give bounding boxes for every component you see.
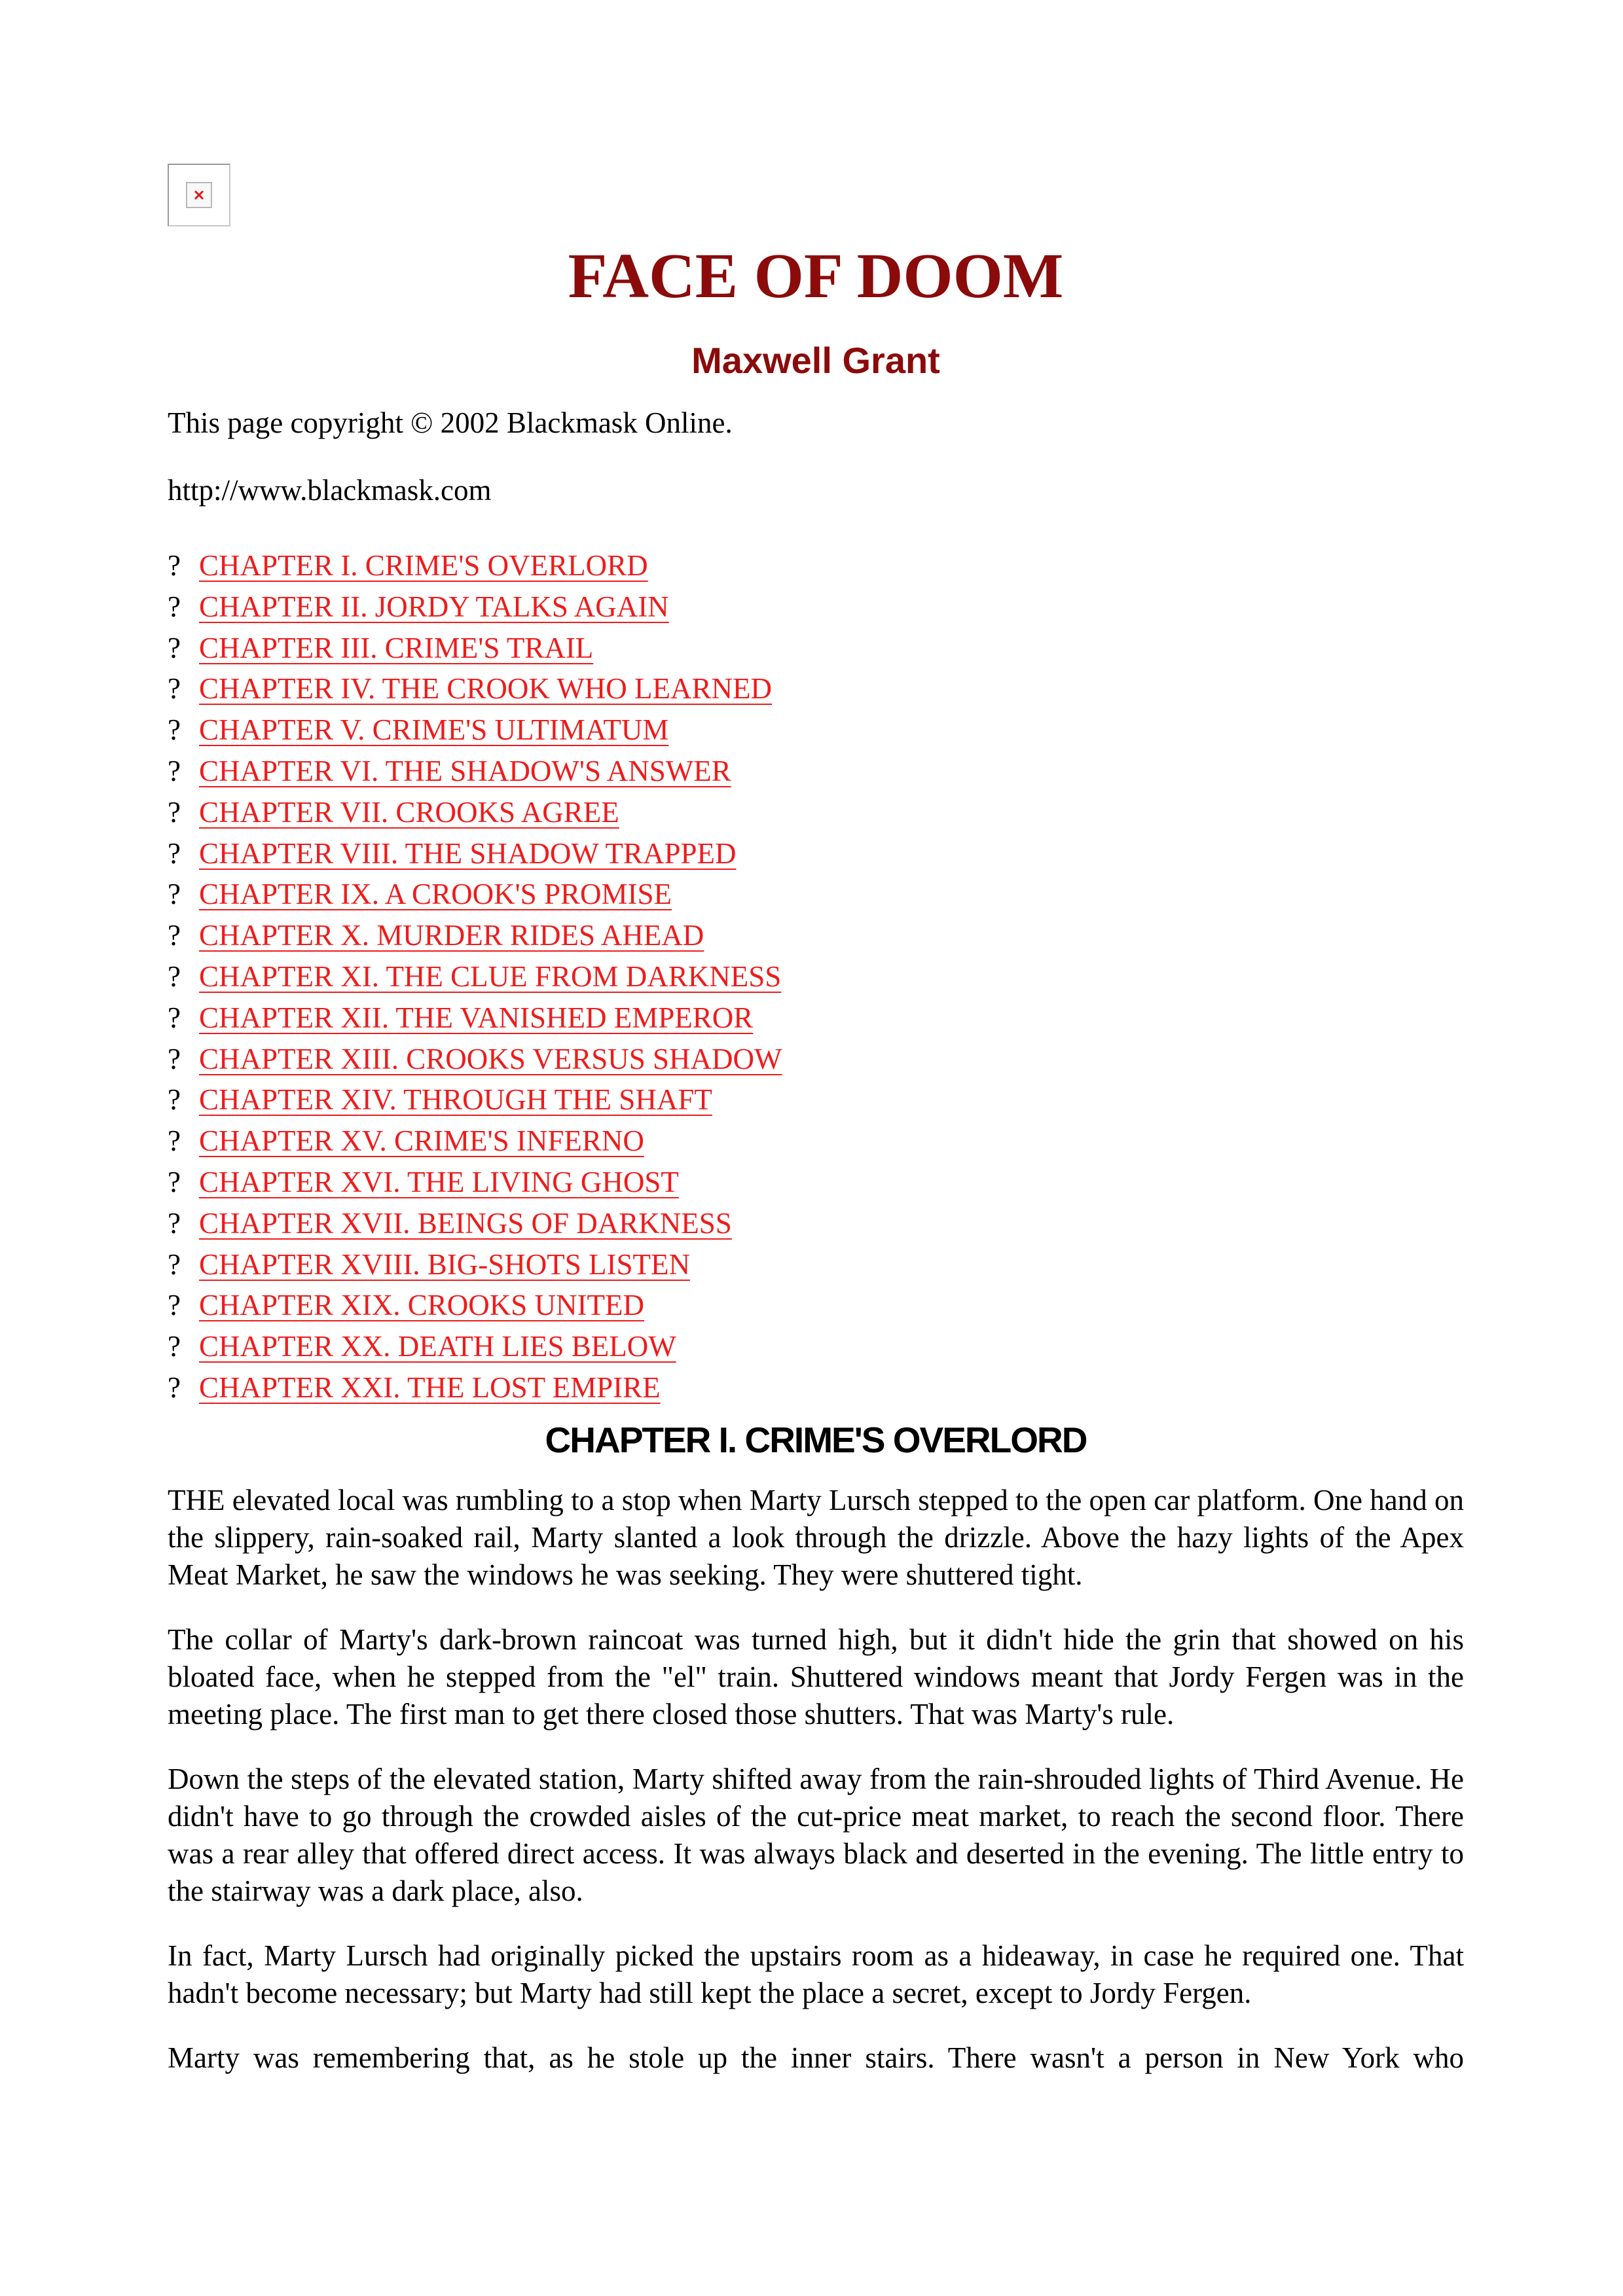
toc-item	[168, 668, 782, 709]
toc-bullet: ?	[168, 1289, 181, 1322]
toc-item	[168, 1162, 782, 1203]
page-title: FACE OF DOOM	[568, 241, 1064, 312]
toc-bullet: ?	[168, 1247, 181, 1281]
toc-bullet: ?	[168, 1083, 181, 1117]
toc-item	[168, 997, 782, 1039]
toc-bullet: ?	[168, 754, 181, 787]
toc-chapter-link[interactable]: CHAPTER X. MURDER RIDES AHEAD	[199, 919, 704, 952]
toc-item	[168, 792, 782, 833]
toc-chapter-link[interactable]: CHAPTER XVI. THE LIVING GHOST	[199, 1165, 679, 1198]
site-url: http://www.blackmask.com	[168, 474, 492, 507]
toc-bullet: ?	[168, 960, 181, 993]
toc-item	[168, 586, 782, 628]
broken-image-icon	[168, 164, 230, 226]
toc-chapter-link[interactable]: CHAPTER XI. THE CLUE FROM DARKNESS	[199, 960, 782, 993]
body-paragraph: THE elevated local was rumbling to a stop when Marty Lursch stepped to the open car platform. One hand on the slippery, rain-soaked rail, Marty slanted a look through the drizzle. Above the hazy lights of the Apex Meat Market, he saw the windows he was seeking. They were shuttered tight.	[168, 1484, 1464, 1591]
table-of-contents	[168, 545, 782, 1408]
toc-item	[168, 1039, 782, 1080]
toc-bullet: ?	[168, 1330, 181, 1363]
toc-chapter-link[interactable]: CHAPTER XXI. THE LOST EMPIRE	[199, 1371, 661, 1404]
toc-item	[168, 751, 782, 792]
toc-item	[168, 1203, 782, 1244]
toc-bullet: ?	[168, 1165, 181, 1198]
body-paragraph: Marty was remembering that, as he stole up the inner stairs. There wasn't a person in New York who	[168, 2041, 1464, 2074]
body-paragraph: In fact, Marty Lursch had originally picked the upstairs room as a hideaway, in case he required one. That hadn't become necessary; but Marty had still kept the place a secret, except to Jordy Fergen.	[168, 1939, 1464, 2009]
body-paragraph: Down the steps of the elevated station, Marty shifted away from the rain-shrouded lights of Third Avenue. He didn't have to go through the crowded aisles of the cut-price meat market, to reach the second floor. There was a rear alley that offered direct access. It was always black and deserted in the evening. The little entry to the stairway was a dark place, also.	[168, 1763, 1464, 1907]
toc-bullet: ?	[168, 1206, 181, 1240]
toc-item	[168, 1121, 782, 1162]
toc-bullet: ?	[168, 590, 181, 623]
toc-item	[168, 1326, 782, 1367]
toc-chapter-link[interactable]: CHAPTER XIX. CROOKS UNITED	[199, 1289, 645, 1322]
toc-item	[168, 709, 782, 751]
toc-bullet: ?	[168, 549, 181, 582]
toc-chapter-link[interactable]: CHAPTER VI. THE SHADOW'S ANSWER	[199, 754, 731, 787]
toc-chapter-link[interactable]: CHAPTER IV. THE CROOK WHO LEARNED	[199, 672, 773, 706]
toc-chapter-link[interactable]: CHAPTER IX. A CROOK'S PROMISE	[199, 878, 672, 911]
toc-item	[168, 1285, 782, 1326]
toc-bullet: ?	[168, 1042, 181, 1075]
toc-item	[168, 545, 782, 586]
toc-item	[168, 1244, 782, 1285]
toc-chapter-link[interactable]: CHAPTER VIII. THE SHADOW TRAPPED	[199, 836, 737, 870]
toc-chapter-link[interactable]: CHAPTER V. CRIME'S ULTIMATUM	[199, 713, 669, 747]
toc-bullet: ?	[168, 1001, 181, 1034]
body-paragraph: The collar of Marty's dark-brown raincoat was turned high, but it didn't hide the grin that showed on his bloated face, when he stepped from the "el" train. Shuttered windows meant that Jordy Fergen was in the meeting place. The first man to get there closed those shutters. That was Marty's rule.	[168, 1623, 1464, 1731]
chapter-body	[168, 1482, 1464, 2077]
toc-chapter-link[interactable]: CHAPTER XV. CRIME'S INFERNO	[199, 1124, 644, 1158]
toc-bullet: ?	[168, 836, 181, 870]
toc-bullet: ?	[168, 919, 181, 952]
toc-item	[168, 1367, 782, 1408]
toc-chapter-link[interactable]: CHAPTER VII. CROOKS AGREE	[199, 795, 619, 829]
toc-chapter-link[interactable]: CHAPTER III. CRIME'S TRAIL	[199, 631, 594, 664]
toc-item	[168, 915, 782, 956]
toc-chapter-link[interactable]: CHAPTER XVII. BEINGS OF DARKNESS	[199, 1206, 732, 1240]
toc-bullet: ?	[168, 672, 181, 706]
broken-image-placeholder	[186, 182, 212, 208]
toc-chapter-link[interactable]: CHAPTER XVIII. BIG-SHOTS LISTEN	[199, 1247, 690, 1281]
toc-chapter-link[interactable]: CHAPTER XIII. CROOKS VERSUS SHADOW	[199, 1042, 782, 1075]
toc-chapter-link[interactable]: CHAPTER I. CRIME'S OVERLORD	[199, 549, 648, 582]
author-name: Maxwell Grant	[691, 340, 940, 381]
toc-item	[168, 833, 782, 874]
copyright-notice: This page copyright © 2002 Blackmask Online.	[168, 406, 733, 439]
toc-bullet: ?	[168, 713, 181, 747]
toc-bullet: ?	[168, 631, 181, 664]
toc-chapter-link[interactable]: CHAPTER XII. THE VANISHED EMPEROR	[199, 1001, 754, 1034]
toc-bullet: ?	[168, 795, 181, 829]
toc-item	[168, 874, 782, 915]
chapter-heading: CHAPTER I. CRIME'S OVERLORD	[545, 1420, 1087, 1460]
toc-item	[168, 628, 782, 669]
toc-chapter-link[interactable]: CHAPTER II. JORDY TALKS AGAIN	[199, 590, 669, 623]
toc-item	[168, 956, 782, 997]
toc-chapter-link[interactable]: CHAPTER XX. DEATH LIES BELOW	[199, 1330, 676, 1363]
toc-bullet: ?	[168, 1124, 181, 1158]
red-x-icon	[192, 188, 206, 202]
toc-bullet: ?	[168, 1371, 181, 1404]
toc-item	[168, 1079, 782, 1121]
toc-bullet: ?	[168, 878, 181, 911]
toc-chapter-link[interactable]: CHAPTER XIV. THROUGH THE SHAFT	[199, 1083, 712, 1117]
